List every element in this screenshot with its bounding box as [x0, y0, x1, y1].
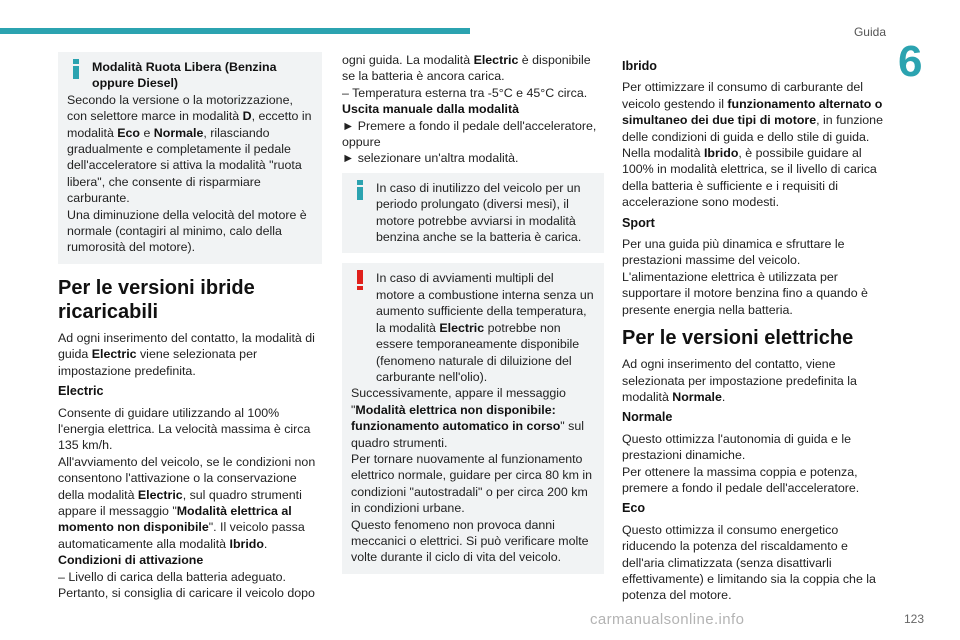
electric-intro: Ad ogni inserimento del contatto, viene selezionata per impostazione predefinita la modalità Normale. — [622, 357, 857, 404]
chapter-number: 6 — [898, 37, 923, 86]
header-accent-bar — [0, 28, 470, 34]
freewheel-note: Una diminuzione della velocità del motore è normale (contagiri al minimo, calo della rumorosità del motore). — [67, 207, 307, 255]
normale-text-2: Per ottenere la massima coppia e potenza, premere a fondo il pedale dell'acceleratore. — [622, 464, 860, 495]
activation-condition-2: – Temperatura esterna tra -5°C e 45°C circa. — [342, 85, 588, 100]
info-box-inactivity — [342, 173, 604, 254]
activation-condition-1-cont: Pertanto, si consiglia di caricare il veicolo dopo — [58, 585, 315, 600]
freewheel-title: Modalità Ruota Libera (Benzina oppure Diesel) — [92, 60, 277, 91]
inactivity-text: In caso di inutilizzo del veicolo per un periodo prolungato (diversi mesi), il motore potrebbe avviarsi in modalità benzina anche se la batteria è carica. — [376, 180, 582, 245]
activation-conditions-title: Condizioni di attivazione — [58, 553, 204, 568]
ibrido-text-1: Per ottimizzare il consumo di carburante del veicolo gestendo il funzionamento alternato o simultaneo dei due tipi di motore, in funzione delle condizioni di guida e dello stile di guida. — [622, 80, 883, 144]
column-1 — [58, 52, 322, 601]
manual-exit-step-2: ► selezionare un'altra modalità. — [342, 151, 519, 166]
electric-heading: Electric — [58, 384, 104, 399]
freewheel-text: Secondo la versione o la motorizzazione, con selettore marce in modalità D, eccetto in modalità Eco e Normale, rilasciando gradualmente e completamente il pedale dell'acceleratore si attiva la modalità "ruota libera", che consente di risparmiare carburante. — [67, 92, 312, 206]
info-icon — [353, 180, 367, 200]
normale-heading: Normale — [622, 410, 673, 425]
eco-heading: Eco — [622, 501, 646, 516]
electric-cont-1: ogni guida. La modalità Electric è disponibile se la batteria è ancora carica. — [342, 53, 591, 84]
manual-exit-step-1: ► Premere a fondo il pedale dell'acceleratore, oppure — [342, 118, 597, 150]
multiple-starts-text: In caso di avviamenti multipli del motore a combustione interna senza un aumento sufficiente della temperatura, la modalità Electric potrebbe non essere temporaneamente disponibile (fenomeno naturale di diluizione del carburante nell'olio). — [376, 271, 594, 384]
electric-text-1: Consente di guidare utilizzando al 100% l'energia elettrica. La velocità massima è circa 135 km/h. — [58, 405, 311, 453]
manual-exit-title: Uscita manuale dalla modalità — [342, 102, 519, 117]
multiple-starts-recovery: Per tornare nuovamente al funzionamento elettrico normale, guidare per circa 80 km in condizioni "autostradali" o per circa 200 km in condizioni urbane. — [351, 451, 593, 516]
eco-text: Questo ottimizza il consumo energetico riducendo la potenza del riscaldamento e dell'aria climatizzata (senza disattivarli effettivamente) e limitando sia la coppia che la potenza del motore. — [622, 522, 876, 603]
page-number: 123 — [903, 612, 924, 626]
watermark: carmanualsonline.info — [590, 611, 745, 628]
section-heading-hybrid: Per le versioni ibride ricaricabili — [58, 276, 255, 323]
warning-icon — [353, 270, 367, 290]
info-box-freewheel — [58, 52, 322, 264]
column-2 — [342, 52, 604, 584]
sport-text-2: L'alimentazione elettrica è utilizzata per supportare il motore benzina fino a quando è presente energia nella batteria. — [622, 269, 868, 317]
header-title: Guida — [853, 25, 886, 39]
activation-condition-1: – Livello di carica della batteria adeguato. — [58, 569, 286, 584]
info-icon — [69, 59, 83, 79]
warning-box-multiple-starts — [342, 263, 604, 573]
sport-heading: Sport — [622, 215, 655, 230]
multiple-starts-message: Successivamente, appare il messaggio "Modalità elettrica non disponibile: funzionamento automatico in corso" sul quadro strumenti. — [351, 386, 584, 450]
section-heading-electric: Per le versioni elettriche — [622, 327, 854, 350]
electric-text-2: All'avviamento del veicolo, se le condizioni non consentono l'attivazione o la conservazione della modalità Electric, sul quadro strumenti appare il messaggio "Modalità elettrica al momento non disponibile". Il veicolo passa automaticamente alla modalità Ibrido. — [58, 454, 316, 551]
ibrido-heading: Ibrido — [622, 59, 657, 73]
multiple-starts-note: Questo fenomeno non provoca danni meccanici o elettrici. Si può verificare molte volte durante il ciclo di vita del veicolo. — [351, 517, 589, 565]
hybrid-intro: Ad ogni inserimento del contatto, la modalità di guida Electric viene selezionata per impostazione predefinita. — [58, 330, 315, 378]
sport-text-1: Per una guida più dinamica e sfruttare le prestazioni massime del veicolo. — [622, 237, 845, 268]
column-3 — [622, 52, 884, 604]
ibrido-text-2: Nella modalità Ibrido, è possibile guidare al 100% in modalità elettrica, se il livello di carica della batteria è sufficiente e i requisiti di accelerazione sono modesti. — [622, 146, 877, 210]
normale-text-1: Questo ottimizza l'autonomia di guida e le prestazioni dinamiche. — [622, 431, 851, 463]
